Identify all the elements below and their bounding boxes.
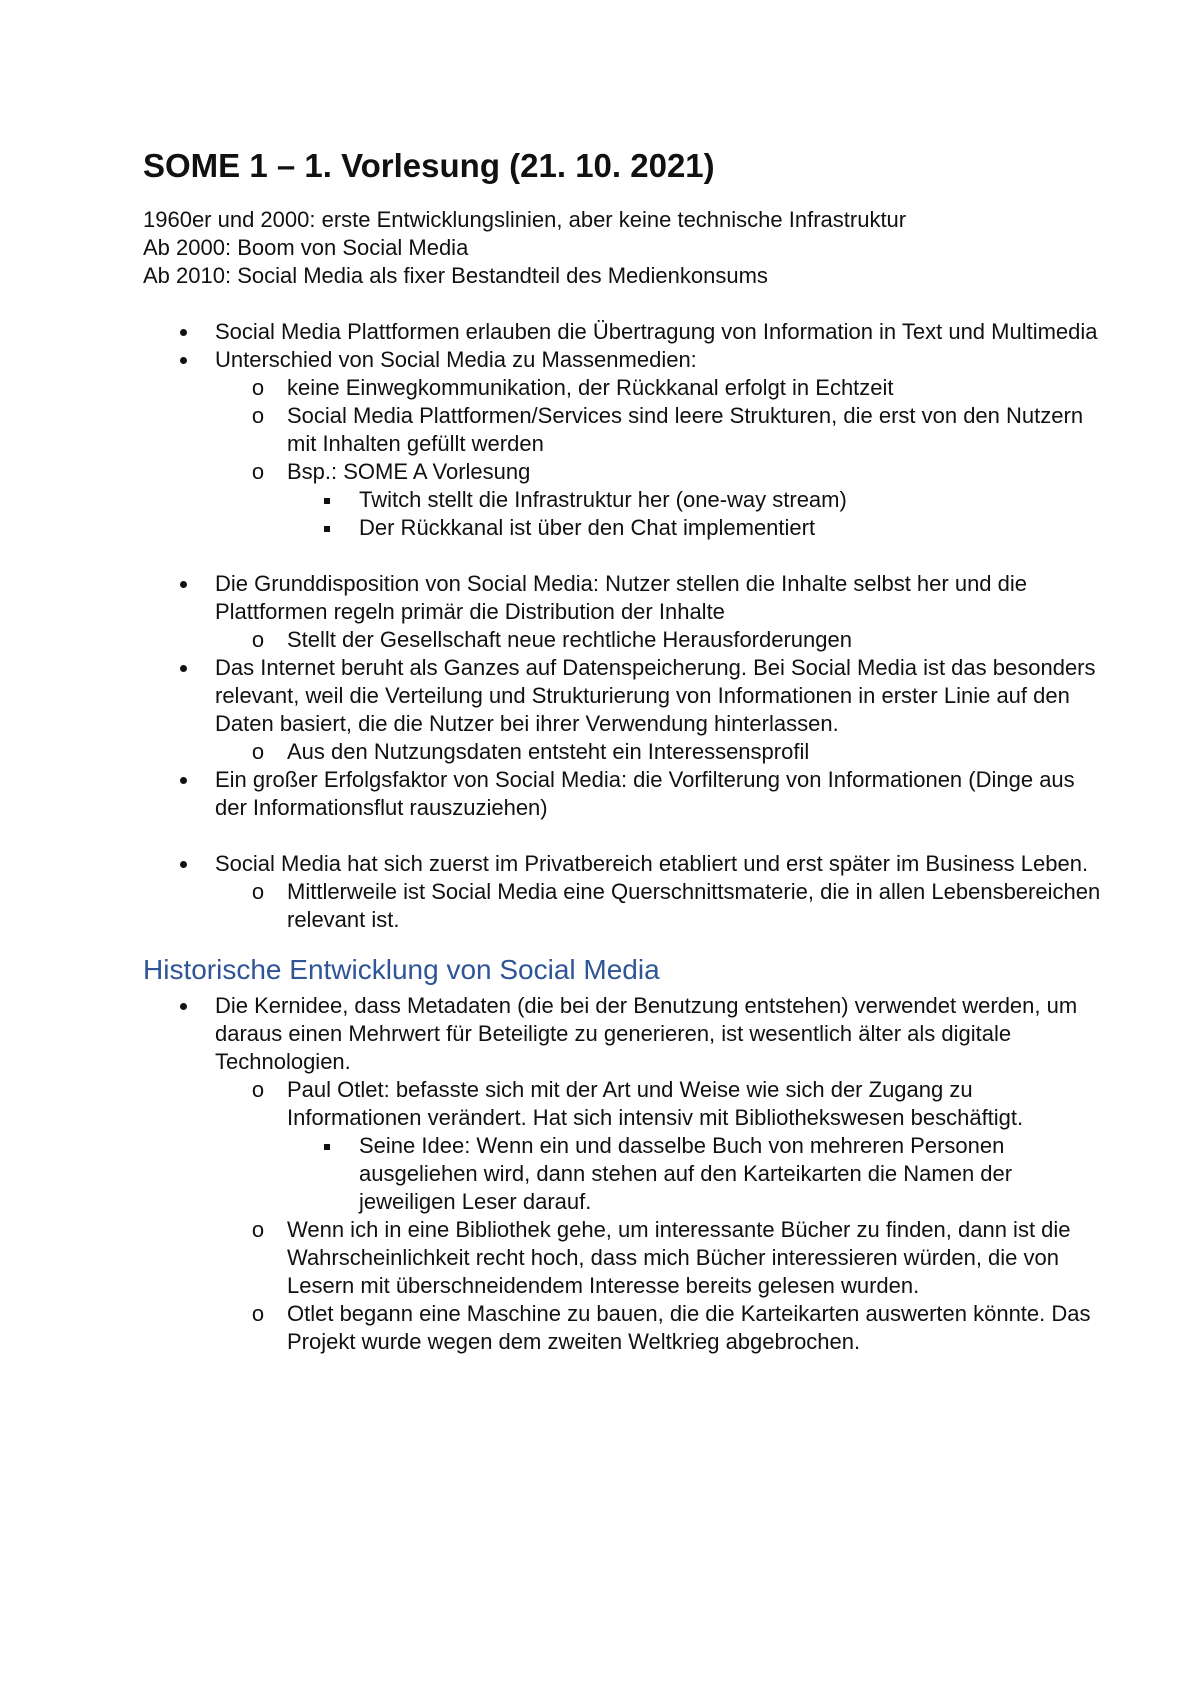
sub-sub-list-item <box>287 514 1103 542</box>
list-item <box>143 654 1103 766</box>
list-item-text: Unterschied von Social Media zu Massenmedien: <box>215 347 697 372</box>
sub-sub-list-item-text: Der Rückkanal ist über den Chat implementiert <box>359 515 816 540</box>
page-title: SOME 1 – 1. Vorlesung (21. 10. 2021) <box>143 147 715 184</box>
list-item <box>143 346 1103 542</box>
list-item <box>143 850 1103 934</box>
list-item <box>143 570 1103 654</box>
list-item-text: Die Grunddisposition von Social Media: Nutzer stellen die Inhalte selbst her und die Plattformen regeln primär die Distribution der Inhalte <box>215 571 1028 624</box>
list-item-text: Das Internet beruht als Ganzes auf Datenspeicherung. Bei Social Media ist das besonders relevant, weil die Verteilung und Strukturierung von Informationen in erster Linie auf den Daten basiert, die die Nutzer bei ihrer Verwendung hinterlassen. <box>215 655 1096 736</box>
sub-list-item <box>215 1300 1103 1356</box>
list-item-text: Social Media Plattformen erlauben die Übertragung von Information in Text und Multimedia <box>215 319 1098 344</box>
bullet-list <box>143 850 1103 934</box>
sub-list-item-text: Otlet begann eine Maschine zu bauen, die die Karteikarten auswerten könnte. Das Projekt wurde wegen dem zweiten Weltkrieg abgebrochen. <box>287 1301 1091 1354</box>
sub-list-item-text: Paul Otlet: befasste sich mit der Art und Weise wie sich der Zugang zu Informationen verändert. Hat sich intensiv mit Bibliothekswesen beschäftigt. <box>287 1077 1024 1130</box>
sub-list-item <box>215 402 1103 458</box>
bullet-list <box>143 570 1103 822</box>
sub-list-item <box>215 878 1103 934</box>
intro-line: Ab 2000: Boom von Social Media <box>143 235 469 260</box>
sub-sub-list-item <box>287 1132 1103 1216</box>
sub-list-item <box>215 374 1103 402</box>
sub-list <box>215 1076 1103 1356</box>
circle-bullet-icon: o <box>251 1301 265 1326</box>
circle-bullet-icon: o <box>251 403 265 428</box>
sub-list-item-text: Wenn ich in eine Bibliothek gehe, um interessante Bücher zu finden, dann ist die Wahrscheinlichkeit recht hoch, dass mich Bücher interessieren würden, die von Lesern mit überschneidendem Interesse bereits gelesen wurden. <box>287 1217 1071 1298</box>
circle-bullet-icon: o <box>251 1217 265 1242</box>
circle-bullet-icon: o <box>251 459 265 484</box>
sub-list-item-text: Mittlerweile ist Social Media eine Querschnittsmaterie, die in allen Lebensbereichen relevant ist. <box>287 879 1101 932</box>
sub-list <box>215 738 1103 766</box>
sub-list <box>215 878 1103 934</box>
sub-sub-list-item <box>287 486 1103 514</box>
intro-line: Ab 2010: Social Media als fixer Bestandteil des Medienkonsums <box>143 263 768 288</box>
bullet-list <box>143 318 1103 542</box>
sub-sub-list-item-text: Seine Idee: Wenn ein und dasselbe Buch von mehreren Personen ausgeliehen wird, dann stehen auf den Karteikarten die Namen der jeweiligen Leser darauf. <box>359 1133 1013 1214</box>
circle-bullet-icon: o <box>251 627 265 652</box>
spacer <box>143 822 1103 850</box>
circle-bullet-icon: o <box>251 375 265 400</box>
list-item-text: Ein großer Erfolgsfaktor von Social Media: die Vorfilterung von Informationen (Dinge aus der Informationsflut rauszuziehen) <box>215 767 1075 820</box>
sub-sub-list <box>287 486 1103 542</box>
sub-list <box>215 626 1103 654</box>
sub-sub-list <box>287 1132 1103 1216</box>
sub-list-item <box>215 458 1103 542</box>
sub-list-item <box>215 1216 1103 1300</box>
sub-list <box>215 374 1103 542</box>
document-page <box>143 138 1103 1356</box>
list-item <box>143 992 1103 1356</box>
list-item <box>143 766 1103 822</box>
sub-list-item-text: Stellt der Gesellschaft neue rechtliche Herausforderungen <box>287 627 852 652</box>
section-heading: Historische Entwicklung von Social Media <box>143 954 660 985</box>
sub-list-item <box>215 626 1103 654</box>
spacer <box>143 290 1103 318</box>
sub-list-item-text: Social Media Plattformen/Services sind leere Strukturen, die erst von den Nutzern mit Inhalten gefüllt werden <box>287 403 1084 456</box>
list-item-text: Die Kernidee, dass Metadaten (die bei der Benutzung entstehen) verwendet werden, um daraus einen Mehrwert für Beteiligte zu generieren, ist wesentlich älter als digitale Technologien. <box>215 993 1078 1074</box>
sub-sub-list-item-text: Twitch stellt die Infrastruktur her (one-way stream) <box>359 487 847 512</box>
circle-bullet-icon: o <box>251 1077 265 1102</box>
intro-line: 1960er und 2000: erste Entwicklungslinien, aber keine technische Infrastruktur <box>143 207 907 232</box>
spacer <box>143 542 1103 570</box>
circle-bullet-icon: o <box>251 879 265 904</box>
bullet-list <box>143 992 1103 1356</box>
list-item-text: Social Media hat sich zuerst im Privatbereich etabliert und erst später im Business Leben. <box>215 851 1089 876</box>
circle-bullet-icon: o <box>251 739 265 764</box>
sub-list-item <box>215 1076 1103 1216</box>
sub-list-item-text: Bsp.: SOME A Vorlesung <box>287 459 531 484</box>
sub-list-item-text: keine Einwegkommunikation, der Rückkanal erfolgt in Echtzeit <box>287 375 894 400</box>
sub-list-item <box>215 738 1103 766</box>
list-item <box>143 318 1103 346</box>
sub-list-item-text: Aus den Nutzungsdaten entsteht ein Interessensprofil <box>287 739 810 764</box>
